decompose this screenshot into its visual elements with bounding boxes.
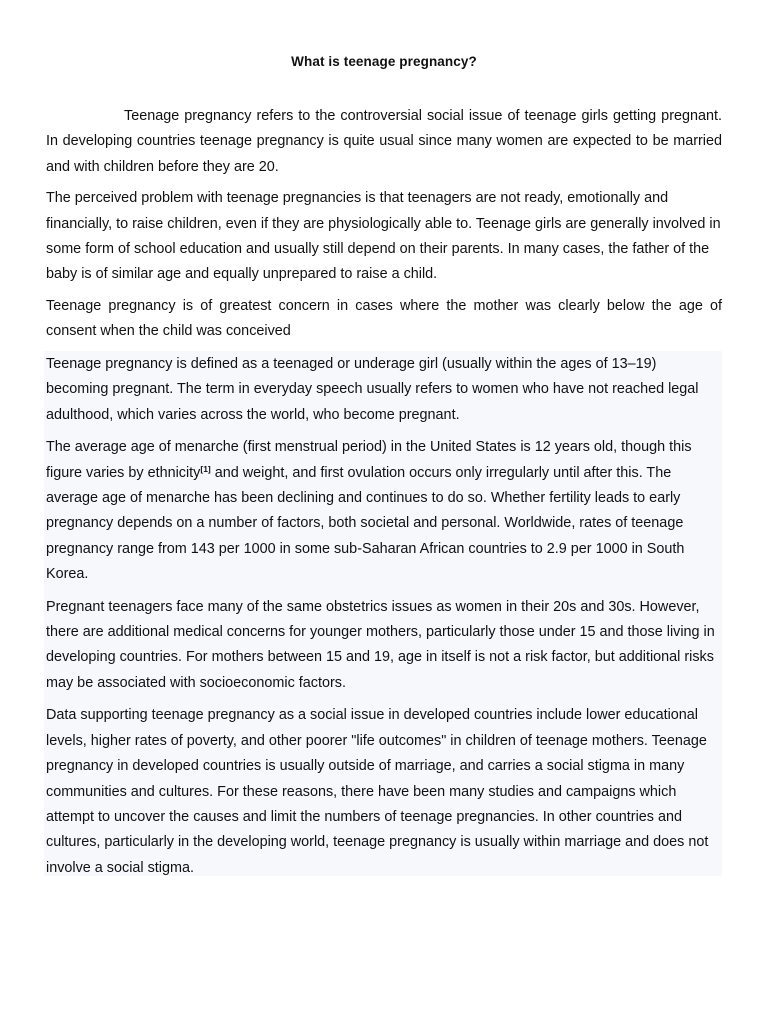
quoted-paragraph-3: Pregnant teenagers face many of the same obstetrics issues as women in their 20s and 30s. However, there are additional medical concerns for younger mothers, particularly those under 15 and those living in developing countries. For mothers between 15 and 19, age in itself is not a risk factor, but additional risks may be associated with socioeconomic factors. (46, 598, 715, 691)
intro-paragraph-2: The perceived problem with teenage pregnancies is that teenagers are not ready, emotionally and financially, to raise children, even if they are physiologically able to. Teenage girls are generally involved in some form of school education and usually still depend on their parents. In many cases, the father of the baby is of similar age and equally unprepared to raise a child. (46, 190, 721, 283)
citation-link[interactable]: [1] (200, 463, 211, 474)
quoted-paragraph-2-text-b: and weight, and first ovulation occurs only irregularly until after this. The average age of menarche has been declining and continues to do so. Whether fertility leads to early pregnancy depends on a number of factors, both societal and personal. Worldwide, rates of teenage pregnancy range from 143 per 1000 in some sub-Saharan African countries to 2.9 per 1000 in South Korea. (46, 464, 685, 583)
quoted-paragraph-2-text-a: The average age of menarche (first menstrual period) in the United States is 12 years old, though this figure varies by ethnicity (46, 439, 692, 481)
quoted-paragraph-2 (46, 435, 722, 587)
intro-section (46, 104, 722, 345)
quoted-section (46, 352, 722, 881)
document-title: What is teenage pregnancy? (291, 54, 477, 69)
quoted-paragraph-1: Teenage pregnancy is defined as a teenaged or underage girl (usually within the ages of 13–19) becoming pregnant. The term in everyday speech usually refers to women who have not reached legal adulthood, which varies across the world, who become pregnant. (46, 356, 699, 423)
intro-paragraph-3: Teenage pregnancy is of greatest concern in cases where the mother was clearly below the age of consent when the child was conceived (46, 297, 722, 340)
intro-paragraph-1: Teenage pregnancy refers to the controversial social issue of teenage girls getting pregnant. In developing countries teenage pregnancy is quite usual since many women are expected to be married and with children before they are 20. (46, 108, 722, 175)
quoted-paragraph-4: Data supporting teenage pregnancy as a social issue in developed countries include lower educational levels, higher rates of poverty, and other poorer "life outcomes" in children of teenage mothers. Teenage pregnancy in developed countries is usually outside of marriage, and carries a social stigma in many communities and cultures. For these reasons, there have been many studies and campaigns which attempt to uncover the causes and limit the numbers of teenage pregnancies. In other countries and cultures, particularly in the developing world, teenage pregnancy is usually within marriage and does not involve a social stigma. (46, 707, 709, 876)
